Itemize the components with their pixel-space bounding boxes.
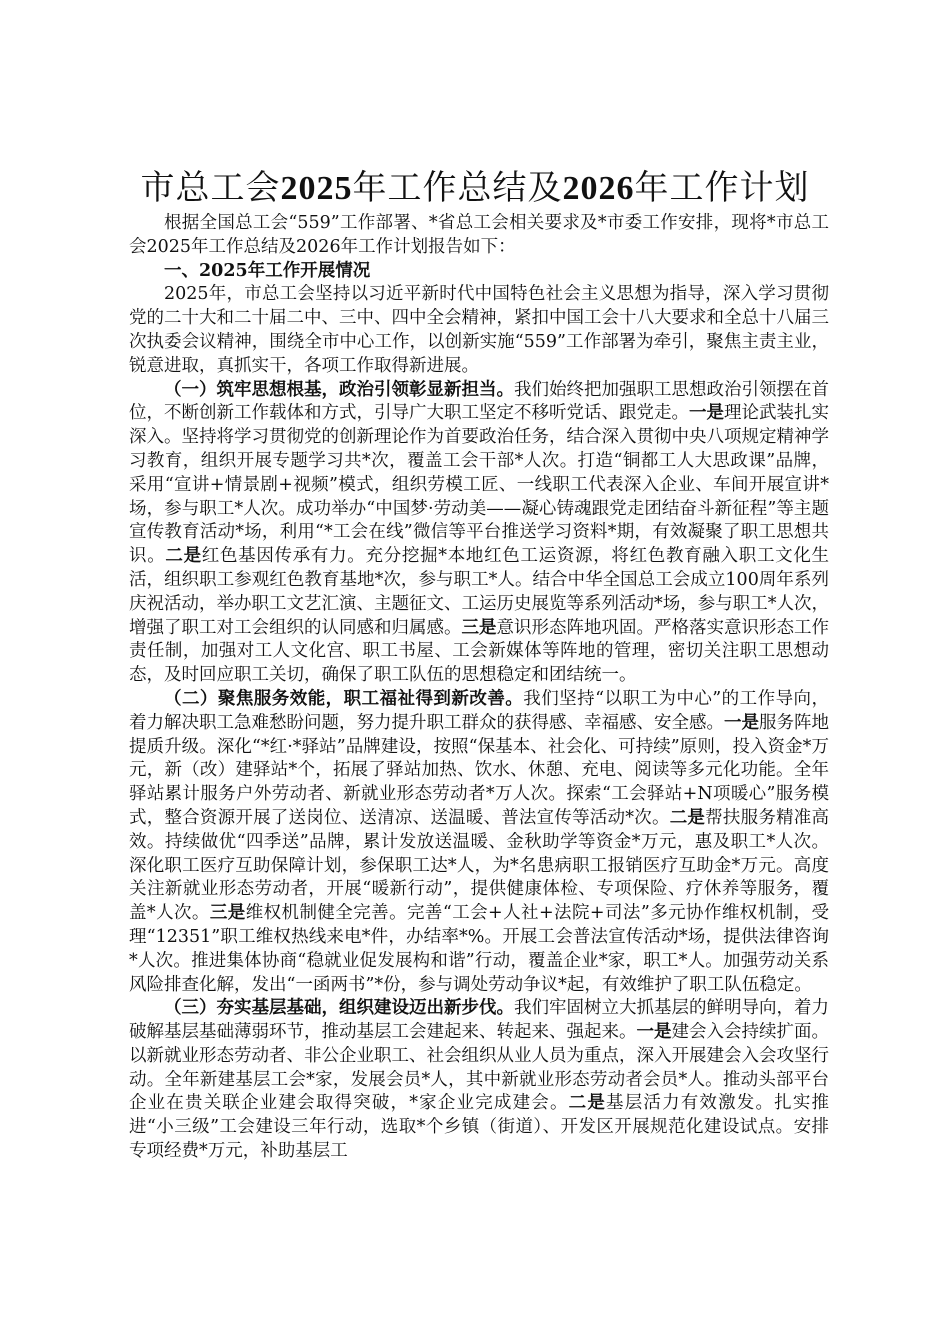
- text-span: 基层活力有效激发。扎实推进“小三级”工会建设三年行动，选取*个乡镇（街道）、开发区开展规范化建设试点。安排专项经费*万元，补助基层工: [129, 1093, 830, 1162]
- document-title: [0, 163, 950, 213]
- text-span: 服务阵地提质升级。深化“*红·*驿站”品牌建设，按照“保基本、社会化、可持续”原则，投入资金*万元，新（改）建驿站*个，拓展了驿站加热、饮水、休憩、充电、阅读等多元化功能。全年驿站累计服务户外劳动者、新就业形态劳动者*万人次。探索“工会驿站+N项暖心”服务模式，整合资源开展了送岗位、送清凉、送温暖、普法宣传等活动*次。: [129, 712, 829, 828]
- text-span: 建会入会持续扩面。以新就业形态劳动者、非公企业职工、社会组织从业人员为重点，深入开展建会入会攻坚行动。全年新建基层工会*家，发展会员*人，其中新就业形态劳动者会员*人。推动头部平台企业在贵关联企业建会取得突破，*家企业完成建会。: [129, 1022, 829, 1114]
- keyword-first: 一是: [636, 1022, 672, 1043]
- text-span: 理论武装扎实深入。坚持将学习贯彻党的创新理论作为首要政治任务，结合深入贯彻中央八项规定精神学习教育，组织开展专题学习共*次，覆盖工会干部*人次。打造“铜都工人大思政课”品牌，采用“宣讲+情景剧+视频”模式，组织劳模工匠、一线职工代表深入企业、车间开展宣讲*场，参与职工*人次。成功举办“中国梦·劳动美——凝心铸魂跟党走团结奋斗新征程”等主题宣传教育活动*场，利用“*工会在线”微信等平台推送学习资料*期，有效凝聚了职工思想共识。: [129, 403, 829, 567]
- text-span: 我们始终把加强职工思想政治引领摆在首位，不断创新工作载体和方式，引导广大职工坚定不移听党话、跟党走。: [129, 379, 829, 424]
- text-span: 帮扶服务精准高效。持续做优“四季送”品牌，累计发放送温暖、金秋助学等资金*万元，惠及职工*人次。深化职工医疗互助保障计划，参保职工达*人，为*名患病职工报销医疗互助金*万元。高度关注新就业形态劳动者，开展“暖新行动”，提供健康体检、专项保险、疗休养等服务，覆盖*人次。: [129, 807, 830, 924]
- text-span: 我们坚持“以职工为中心”的工作导向，着力解决职工急难愁盼问题，努力提升职工群众的获得感、幸福感、安全感。: [129, 688, 829, 733]
- keyword-third: 三是: [209, 903, 246, 924]
- title-part-1: 市总工会: [140, 168, 281, 208]
- title-year-2025: 2025: [280, 170, 353, 207]
- text-span: 红色基因传承有力。充分挖掘*本地红色工运资源，将红色教育融入职工文化生活，组织职工参观红色教育基地*次，参与职工*人。结合中华全国总工会成立100周年系列庆祝活动，举办职工文艺汇演、主题征文、工运历史展览等系列活动*场，参与职工*人次，增强了职工对工会组织的认同感和归属感。: [129, 546, 830, 638]
- keyword-first: 一是: [689, 403, 724, 424]
- paragraph-service: [129, 688, 829, 997]
- subheading-service: （二）聚焦服务效能，职工福祉得到新改善。: [164, 688, 524, 709]
- intro-paragraph: 根据全国总工会“559”工作部署、*省总工会相关要求及*市委工作安排，现将*市总工会2025年工作总结及2026年工作计划报告如下：: [129, 213, 829, 257]
- keyword-second: 二是: [165, 546, 202, 567]
- paragraph-ideology: [129, 379, 829, 688]
- text-span: 意识形态阵地巩固。严格落实意识形态工作责任制，加强对工人文化宫、职工书屋、工会新媒体等阵地的管理，密切关注职工思想动态，及时回应职工关切，确保了职工队伍的思想稳定和团结统一。: [129, 617, 829, 686]
- subheading-ideology: （一）筑牢思想根基，政治引领彰显新担当。: [164, 379, 514, 400]
- text-span: 我们牢固树立大抓基层的鲜明导向，着力破解基层基础薄弱环节，推动基层工会建起来、转起来、强起来。: [129, 998, 829, 1043]
- keyword-second: 二是: [568, 1093, 607, 1114]
- paragraph-grassroots: [129, 997, 829, 1164]
- title-part-3: 年工作计划: [634, 168, 810, 208]
- title-year-2026: 2026: [562, 170, 635, 207]
- overview-paragraph: 2025年，市总工会坚持以习近平新时代中国特色社会主义思想为指导，深入学习贯彻党的二十大和二十届二中、三中、四中全会精神，紧扣中国工会十八大要求和全总十八届三次执委会议精神，围绕全市中心工作，以创新实施“559”工作部署为牵引，聚焦主责主业，锐意进取，真抓实干，各项工作取得新进展。: [129, 284, 829, 376]
- subheading-grassroots: （三）夯实基层基础，组织建设迈出新步伐。: [164, 998, 514, 1019]
- keyword-first: 一是: [724, 712, 759, 733]
- section-heading: 一、2025年工作开展情况: [164, 260, 371, 281]
- keyword-third: 三是: [461, 617, 497, 638]
- title-part-2: 年工作总结及: [352, 168, 563, 208]
- keyword-second: 二是: [669, 807, 706, 828]
- document-body: [129, 212, 829, 1164]
- text-span: 维权机制健全完善。完善“工会+人社+法院+司法”多元协作维权机制，受理“12351”职工维权热线来电*件，办结率*%。开展工会普法宣传活动*场，提供法律咨询*人次。推进集体协商“稳就业促发展构和谐”行动，覆盖企业*家，职工*人。加强劳动关系风险排查化解，发出“一函两书”*份，参与调处劳动争议*起，有效维护了职工队伍稳定。: [129, 903, 829, 995]
